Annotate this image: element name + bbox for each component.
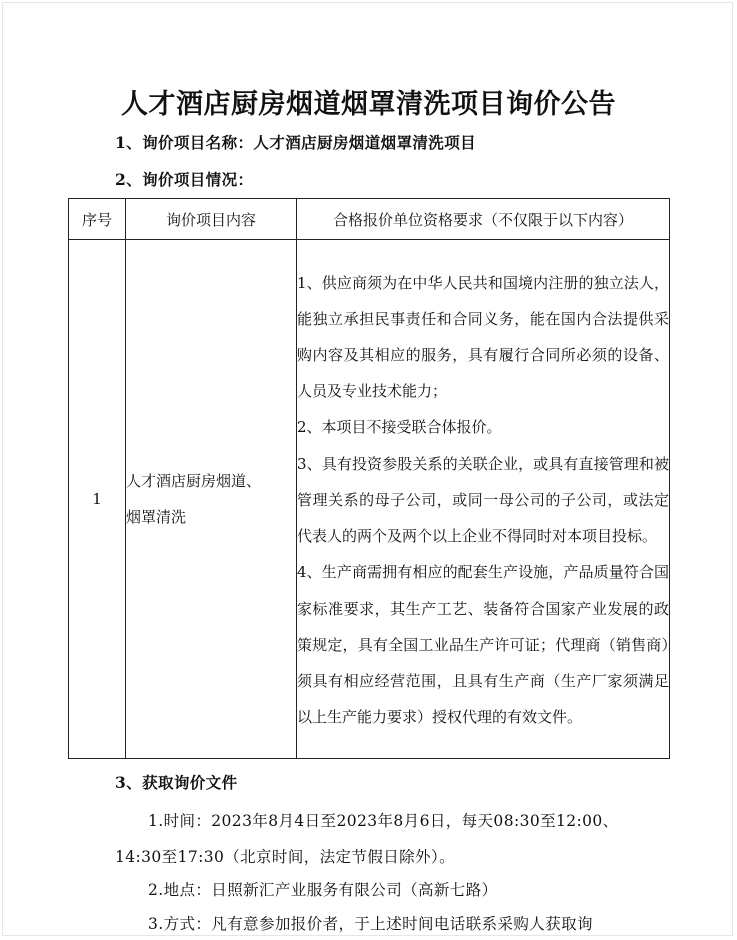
row-content <box>126 240 297 759</box>
method-line: 3.方式：凡有意参加报价者，于上述时间电话联系采购人获取询 <box>148 915 593 933</box>
section1-line <box>115 131 476 153</box>
place-line: 2.地点：日照新汇产业服务有限公司（高新七路） <box>148 881 498 899</box>
requirement-item: 2、本项目不接受联合体报价。 <box>297 418 502 437</box>
section3-label: 3、获取询价文件 <box>115 773 238 792</box>
row-index: 1 <box>69 240 126 759</box>
row-requirements <box>297 240 670 759</box>
row-content-line1: 人才酒店厨房烟道、 <box>126 472 262 490</box>
table-row <box>69 240 670 759</box>
time-line2: 14:30至17:30（北京时间，法定节假日除外）。 <box>115 848 455 866</box>
requirements-table <box>68 198 670 759</box>
header-index: 序号 <box>69 199 126 240</box>
section2-label: 2、询价项目情况： <box>115 170 254 189</box>
requirement-item: 3、具有投资参股关系的关联企业，或具有直接管理和被管理关系的母子公司，或同一母公司的子公司，或法定代表人的两个及两个以上企业不得同时对本项目投标。 <box>297 454 669 546</box>
header-requirements: 合格报价单位资格要求（不仅限于以下内容） <box>297 199 670 240</box>
page-title: 人才酒店厨房烟道烟罩清洗项目询价公告 <box>121 89 616 120</box>
section1-value: 人才酒店厨房烟道烟罩清洗项目 <box>253 133 476 152</box>
table-header-row <box>69 199 670 240</box>
header-content: 询价项目内容 <box>126 199 297 240</box>
section1-label: 1、询价项目名称： <box>115 133 254 152</box>
requirement-item: 4、生产商需拥有相应的配套生产设施，产品质量符合国家标准要求，其生产工艺、装备符合国家产业发展的政策规定，具有全国工业品生产许可证；代理商（销售商）须具有相应经营范围，且具有生产商（生产厂家须满足以上生产能力要求）授权代理的有效文件。 <box>297 563 669 727</box>
row-content-line2: 烟罩清洗 <box>126 508 187 526</box>
requirement-item: 1、供应商须为在中华人民共和国境内注册的独立法人，能独立承担民事责任和合同义务，能在国内合法提供采购内容及其相应的服务，具有履行合同所必须的设备、人员及专业技术能力； <box>297 273 669 401</box>
time-line1: 1.时间：2023年8月4日至2023年8月6日，每天08:30至12:00、 <box>148 812 619 830</box>
